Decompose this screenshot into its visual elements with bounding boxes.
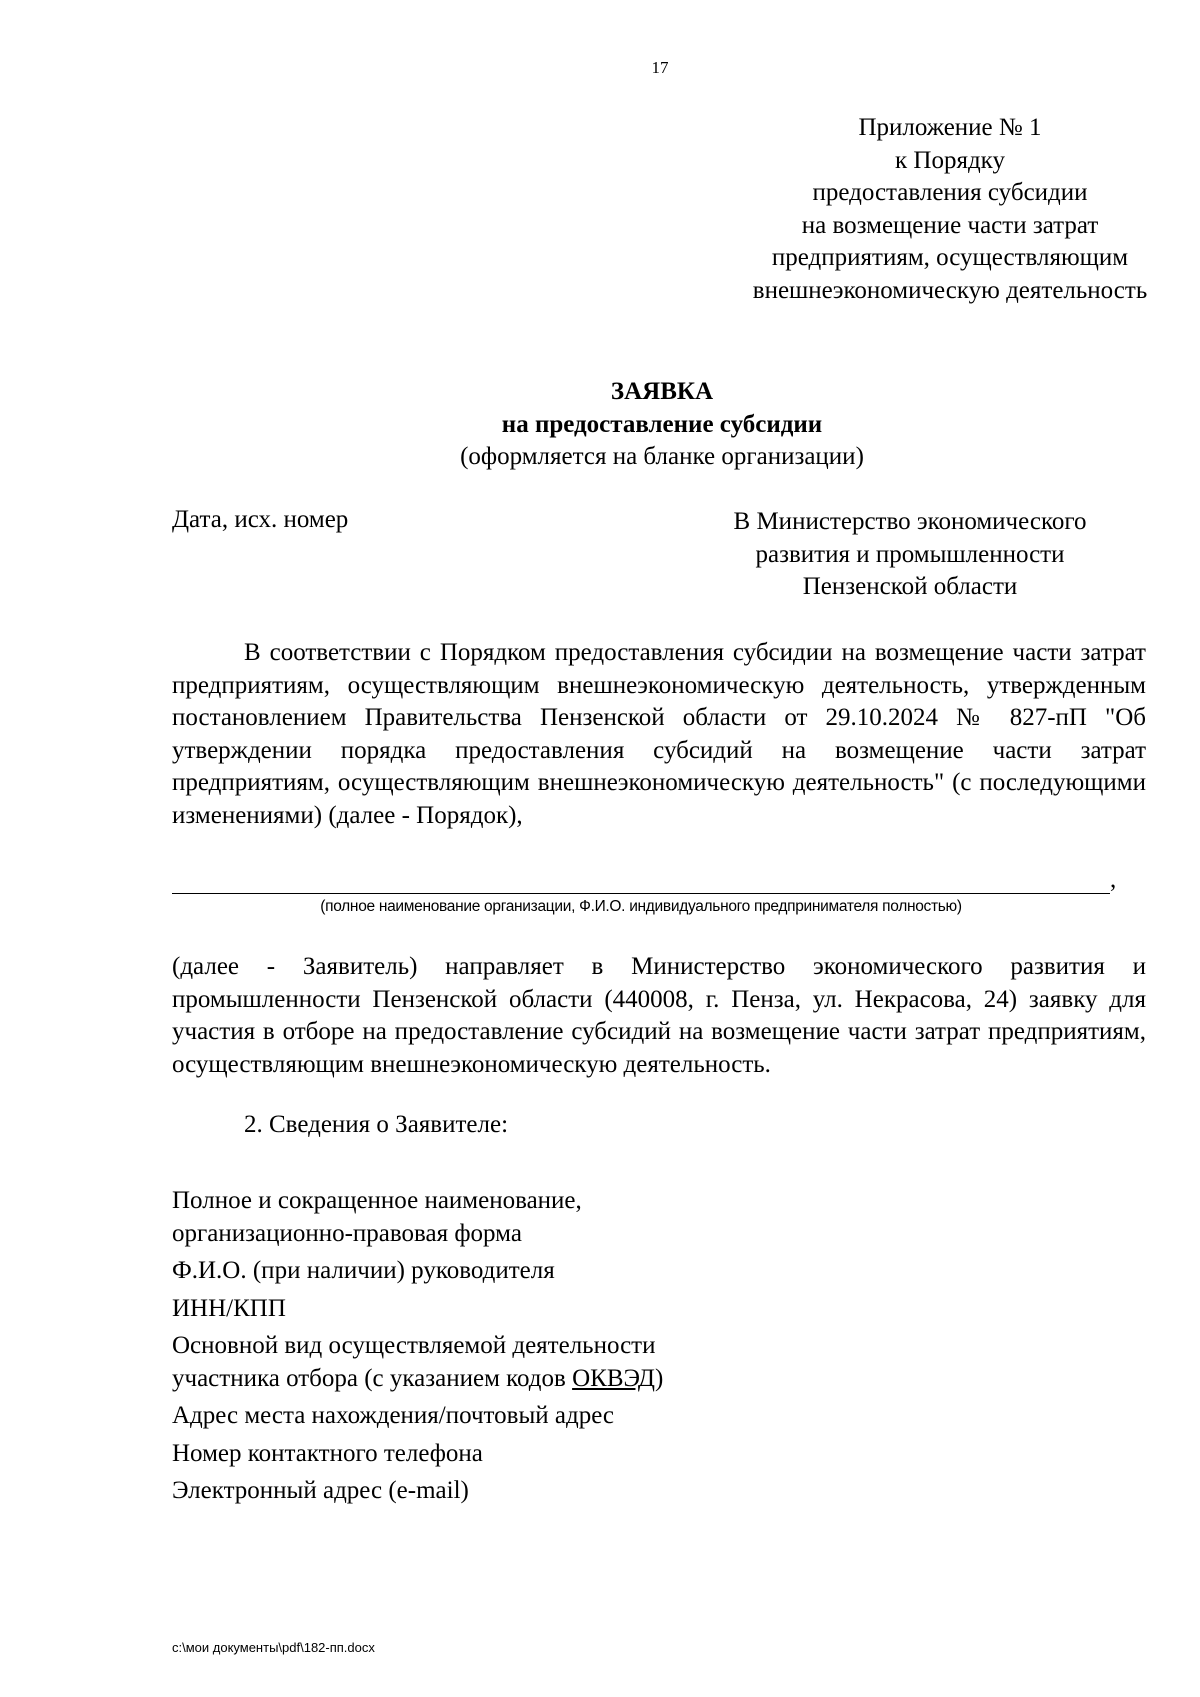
appendix-line: предоставления субсидии: [812, 179, 1088, 206]
okved-link[interactable]: ОКВЭД: [572, 1364, 655, 1392]
info-item-activity: [172, 1330, 1072, 1395]
info-label: Основной вид осуществляемой деятельности: [172, 1332, 656, 1359]
info-item-email: Электронный адрес (e-mail): [172, 1477, 469, 1504]
info-label: Полное и сокращенное наименование,: [172, 1187, 582, 1214]
applicant-info-list: [172, 1185, 1072, 1513]
appendix-line: Приложение № 1: [858, 114, 1042, 141]
title-subheading: на предоставление субсидии: [501, 410, 823, 438]
info-item-full-name: [172, 1185, 1072, 1250]
appendix-line: внешнеэкономическую деятельность: [752, 276, 1148, 304]
info-item-phone: Номер контактного телефона: [172, 1439, 483, 1467]
info-label: [172, 1363, 1072, 1396]
info-item-address: Адрес места нахождения/почтовый адрес: [172, 1402, 615, 1429]
applicant-paragraph: (далее - Заявитель) направляет в Министерство экономического развития и промышленности Пензенской области (440008, г. Пенза, ул. Некрасова, 24) заявку для участия в отборе на предоставление субсидий на возмещение части затрат предприятиям, осуществляющим внешнеэкономическую деятельность.: [172, 953, 1146, 1078]
addressee-block: [680, 506, 1140, 604]
page-number: 17: [651, 58, 669, 77]
section-title: 2. Сведения о Заявителе:: [244, 1111, 509, 1138]
appendix-line: на возмещение части затрат: [801, 211, 1099, 239]
title-heading: ЗАЯВКА: [610, 378, 714, 405]
info-item-inn-kpp: ИНН/КПП: [172, 1294, 286, 1322]
document-title: [0, 376, 1200, 474]
info-label-text: ): [654, 1364, 664, 1392]
info-label: организационно-правовая форма: [172, 1219, 522, 1247]
addressee-line: В Министерство экономического: [733, 508, 1087, 535]
appendix-line: предприятиям, осуществляющим: [771, 244, 1129, 271]
date-number-label: Дата, исх. номер: [172, 506, 349, 533]
blank-trailing-comma: ,: [1110, 866, 1117, 893]
title-note: (оформляется на бланке организации): [460, 443, 864, 470]
info-label-text: участника отбора (с указанием кодов: [172, 1364, 573, 1392]
addressee-line: Пензенской области: [802, 573, 1018, 600]
intro-paragraph: В соответствии с Порядком предоставления субсидии на возмещение части затрат предприятиям, осуществляющим внешнеэкономическую деятельность, утвержденным постановлением Правительства Пензенской области от 29.10.2024 № 827-пП "Об утверждении порядка предоставления субсидий на возмещение части затрат предприятиям, осуществляющим внешнеэкономическую деятельность" (с последующими изменениями) (далее - Порядок),: [172, 639, 1146, 829]
appendix-line: к Порядку: [895, 146, 1005, 174]
organization-name-blank[interactable]: [172, 893, 1110, 894]
appendix-header: [680, 112, 1200, 307]
info-item-director: Ф.И.О. (при наличии) руководителя: [172, 1257, 555, 1284]
footer-file-path: c:\мои документы\pdf\182-пп.docx: [172, 1640, 375, 1655]
addressee-line: развития и промышленности: [755, 540, 1065, 568]
blank-caption: (полное наименование организации, Ф.И.О. индивидуального предпринимателя полностью): [320, 898, 962, 915]
